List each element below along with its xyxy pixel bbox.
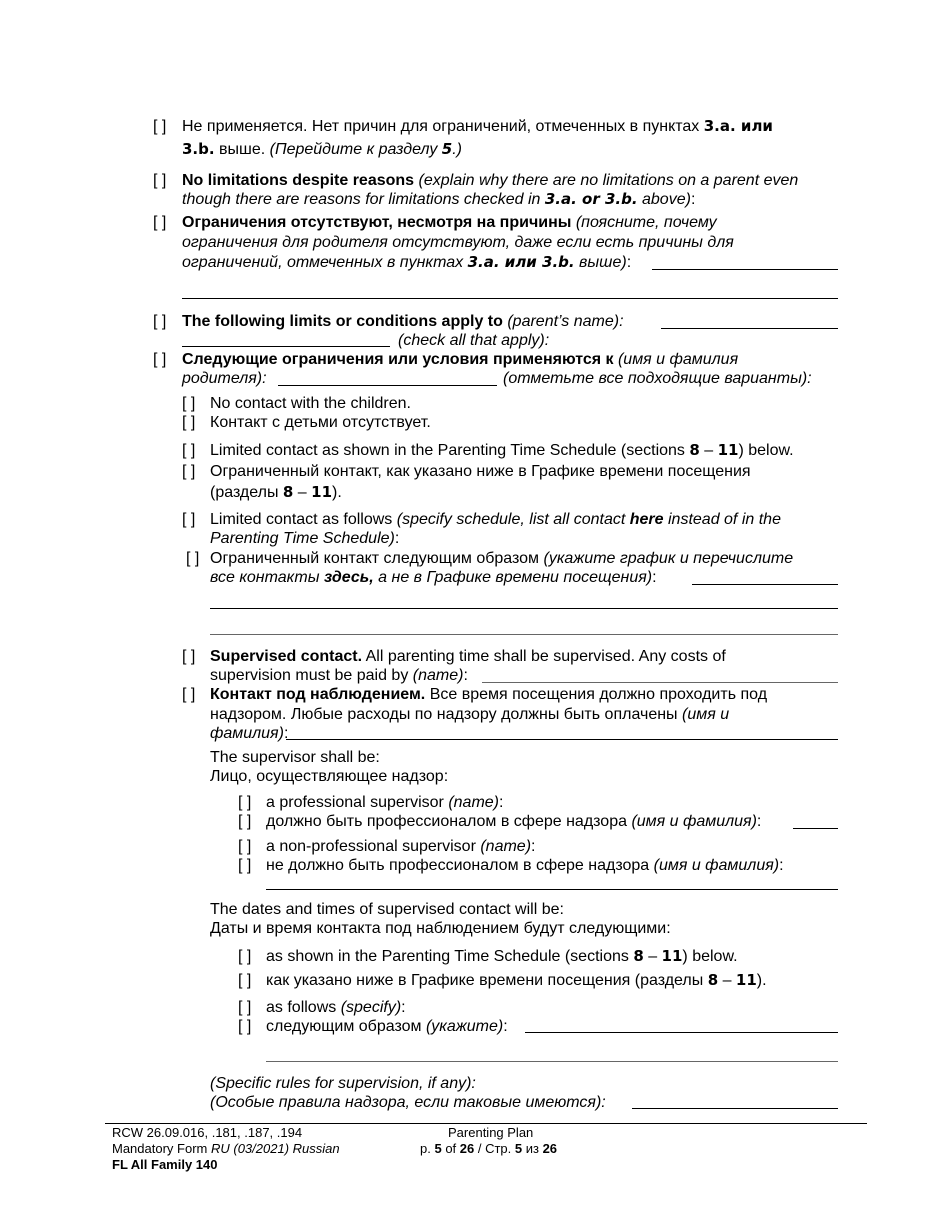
footer-page-number: p. 5 of 26 / Стр. 5 из 26 [420, 1141, 558, 1156]
nonprofessional-en: a non-professional supervisor (name): [266, 838, 536, 855]
supervision-payer-field-ru[interactable] [286, 739, 838, 740]
dates-follows-ru: следующим образом (укажите): [266, 1018, 508, 1035]
rules-label-en: (Specific rules for supervision, if any): [210, 1075, 476, 1092]
supervisor-label-en: The supervisor shall be: [210, 749, 380, 766]
checkbox-no-contact-en[interactable]: [ ] [182, 395, 196, 412]
checkbox-professional-en[interactable]: [ ] [238, 794, 252, 811]
nonprofessional-name-field[interactable] [266, 889, 838, 890]
rules-label-ru: (Особые правила надзора, если таковые имеются): [210, 1094, 606, 1111]
no-contact-en: No contact with the children. [210, 395, 411, 412]
checkbox-following-limits-en[interactable]: [ ] [153, 313, 167, 330]
checkbox-no-limitations-en[interactable]: [ ] [153, 172, 167, 189]
check-all-en: (check all that apply): [398, 332, 550, 349]
limited-schedule-ru-line2: (разделы 8 – 11). [210, 483, 342, 501]
rules-field[interactable] [632, 1108, 838, 1109]
supervised-ru-line2: надзором. Любые расходы по надзору должны быть оплачены (имя и [210, 706, 730, 723]
supervised-ru-line1: Контакт под наблюдением. Все время посещения должно проходить под [210, 686, 768, 703]
supervision-payer-field-en[interactable] [482, 682, 838, 683]
following-limits-en-line1: The following limits or conditions apply to (parent’s name): [182, 313, 624, 330]
no-limitations-en-line1: No limitations despite reasons (explain why there are no limitations on a parent even [182, 172, 799, 189]
no-limitations-explain-field-line2[interactable] [182, 298, 838, 299]
parent-name-field-en-line2[interactable] [182, 346, 390, 347]
limited-contact-field-line3[interactable] [210, 634, 838, 635]
supervisor-label-ru: Лицо, осуществляющее надзор: [210, 768, 449, 785]
not-applicable-text: Не применяется. Нет причин для ограничений, отмеченных в пунктах 3.a. или [182, 117, 773, 135]
checkbox-limited-follows-ru[interactable]: [ ] [186, 550, 200, 567]
checkbox-following-limits-ru[interactable]: [ ] [153, 351, 167, 368]
professional-ru: должно быть профессионалом в сфере надзора (имя и фамилия): [266, 813, 762, 830]
supervised-en-line2: supervision must be paid by (name): [210, 667, 468, 684]
no-contact-ru: Контакт с детьми отсутствует. [210, 414, 431, 431]
limited-schedule-ru-line1: Ограниченный контакт, как указано ниже в Графике времени посещения [210, 463, 751, 480]
dates-specify-field-line2[interactable] [266, 1061, 838, 1062]
limited-follows-en-line2: Parenting Time Schedule): [210, 530, 400, 547]
checkbox-limited-follows-en[interactable]: [ ] [182, 511, 196, 528]
checkbox-no-contact-ru[interactable]: [ ] [182, 414, 196, 431]
footer-rcw: RCW 26.09.016, .181, .187, .194 [112, 1125, 303, 1140]
limited-schedule-en: Limited contact as shown in the Parenting Time Schedule (sections 8 – 11) below. [210, 441, 794, 459]
no-limitations-en-line2: though there are reasons for limitations checked in 3.a. or 3.b. above): [182, 190, 696, 208]
checkbox-not-applicable[interactable]: [ ] [153, 118, 167, 135]
checkbox-limited-schedule-en[interactable]: [ ] [182, 442, 196, 459]
supervised-ru-line3: фамилия): [210, 725, 289, 742]
following-limits-ru-line1: Следующие ограничения или условия применяются к (имя и фамилия [182, 351, 739, 368]
checkbox-nonprofessional-en[interactable]: [ ] [238, 838, 252, 855]
checkbox-limited-schedule-ru[interactable]: [ ] [182, 463, 196, 480]
checkbox-nonprofessional-ru[interactable]: [ ] [238, 857, 252, 874]
dates-label-en: The dates and times of supervised contact will be: [210, 901, 564, 918]
checkbox-dates-follows-ru[interactable]: [ ] [238, 1018, 252, 1035]
dates-specify-field[interactable] [525, 1032, 838, 1033]
professional-name-field[interactable] [793, 828, 838, 829]
checkbox-dates-schedule-en[interactable]: [ ] [238, 948, 252, 965]
supervised-en-line1: Supervised contact. All parenting time shall be supervised. Any costs of [210, 648, 726, 665]
no-limitations-ru-line1: Ограничения отсутствуют, несмотря на причины (поясните, почему [182, 214, 717, 231]
limited-follows-en-line1: Limited contact as follows (specify schedule, list all contact here instead of in the [210, 511, 781, 528]
parent-name-field-ru[interactable] [278, 385, 497, 386]
footer-mandatory-form: Mandatory Form RU (03/2021) Russian [112, 1141, 340, 1156]
not-applicable-text-cont: 3.b. выше. (Перейдите к разделу 5.) [182, 140, 463, 158]
footer-doc-title: Parenting Plan [448, 1125, 534, 1140]
following-limits-ru-line2: родителя): [182, 370, 267, 387]
dates-schedule-ru: как указано ниже в Графике времени посещения (разделы 8 – 11). [266, 971, 767, 989]
limited-follows-ru-line1: Ограниченный контакт следующим образом (укажите график и перечислите [210, 550, 794, 567]
dates-follows-en: as follows (specify): [266, 999, 406, 1016]
dates-label-ru: Даты и время контакта под наблюдением будут следующими: [210, 920, 671, 937]
professional-en: a professional supervisor (name): [266, 794, 504, 811]
no-limitations-ru-line3: ограничений, отмеченных в пунктах 3.a. или 3.b. выше): [182, 253, 632, 271]
dates-schedule-en: as shown in the Parenting Time Schedule (sections 8 – 11) below. [266, 947, 738, 965]
checkbox-professional-ru[interactable]: [ ] [238, 813, 252, 830]
checkbox-no-limitations-ru[interactable]: [ ] [153, 214, 167, 231]
limited-contact-field-line2[interactable] [210, 608, 838, 609]
parent-name-field-en[interactable] [661, 328, 838, 329]
check-all-ru: (отметьте все подходящие варианты): [503, 370, 812, 387]
checkbox-supervised-ru[interactable]: [ ] [182, 686, 196, 703]
checkbox-dates-schedule-ru[interactable]: [ ] [238, 972, 252, 989]
limited-follows-ru-line2: все контакты здесь, а не в Графике времени посещения): [210, 569, 657, 586]
footer-form-id: FL All Family 140 [112, 1157, 218, 1172]
checkbox-supervised-en[interactable]: [ ] [182, 648, 196, 665]
limited-contact-field[interactable] [692, 584, 838, 585]
checkbox-dates-follows-en[interactable]: [ ] [238, 999, 252, 1016]
no-limitations-explain-field[interactable] [652, 269, 838, 270]
nonprofessional-ru: не должно быть профессионалом в сфере надзора (имя и фамилия): [266, 857, 784, 874]
footer-divider [105, 1123, 867, 1124]
no-limitations-ru-line2: ограничения для родителя отсутствуют, даже если есть причины для [182, 234, 734, 251]
